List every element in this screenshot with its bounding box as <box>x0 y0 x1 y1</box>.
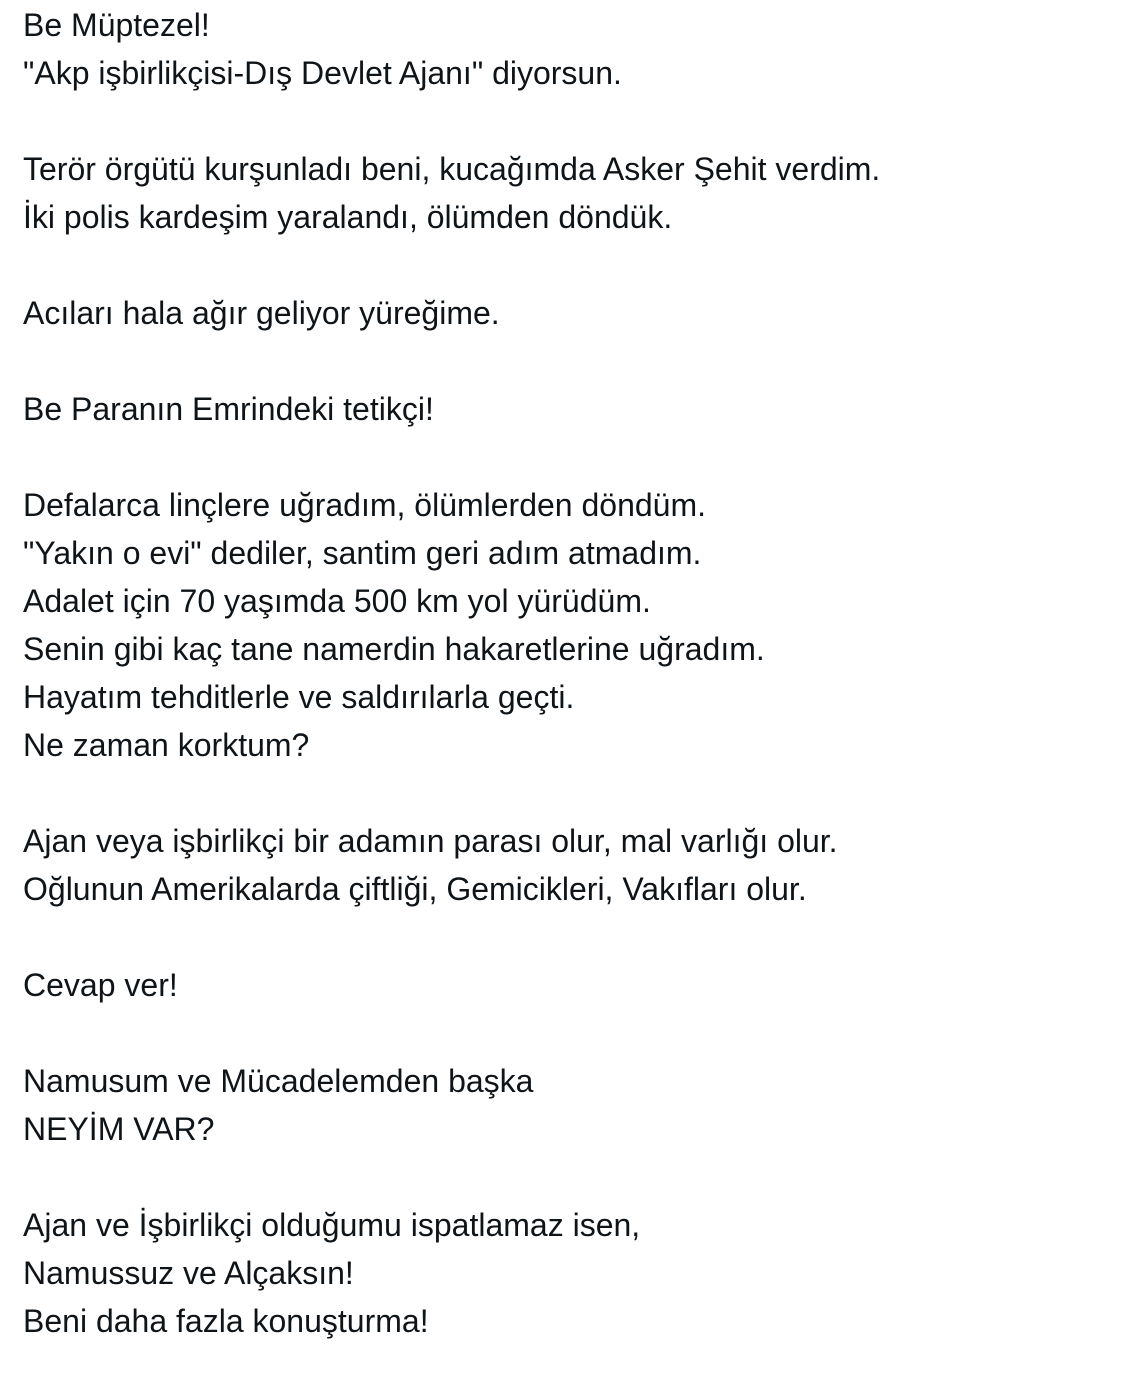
tweet-blank-line <box>23 97 1123 145</box>
tweet-blank-line <box>23 241 1123 289</box>
tweet-line: Ajan ve İşbirlikçi olduğumu ispatlamaz isen, <box>23 1207 641 1243</box>
tweet-line: NEYİM VAR? <box>23 1111 215 1147</box>
tweet-line: Be Müptezel! <box>23 7 210 43</box>
tweet-line: Oğlunun Amerikalarda çiftliği, Gemicikleri, Vakıfları olur. <box>23 871 807 907</box>
tweet-line: "Yakın o evi" dediler, santim geri adım atmadım. <box>23 535 702 571</box>
tweet-line: Cevap ver! <box>23 967 178 1003</box>
tweet-line: Defalarca linçlere uğradım, ölümlerden döndüm. <box>23 487 707 523</box>
tweet-line: İki polis kardeşim yaralandı, ölümden döndük. <box>23 199 673 235</box>
tweet-blank-line <box>23 433 1123 481</box>
tweet-text <box>23 0 1123 1345</box>
tweet-line: Senin gibi kaç tane namerdin hakaretlerine uğradım. <box>23 631 765 667</box>
tweet-blank-line <box>23 1153 1123 1201</box>
tweet-line: Acıları hala ağır geliyor yüreğime. <box>23 295 500 331</box>
tweet-line: Ajan veya işbirlikçi bir adamın parası olur, mal varlığı olur. <box>23 823 838 859</box>
tweet-line: Beni daha fazla konuşturma! <box>23 1303 429 1339</box>
tweet-line: Namussuz ve Alçaksın! <box>23 1255 354 1291</box>
tweet-line: Hayatım tehditlerle ve saldırılarla geçti. <box>23 679 575 715</box>
tweet-line: Terör örgütü kurşunladı beni, kucağımda Asker Şehit verdim. <box>23 151 881 187</box>
tweet-blank-line <box>23 1009 1123 1057</box>
tweet-blank-line <box>23 769 1123 817</box>
tweet-blank-line <box>23 913 1123 961</box>
tweet-line: Be Paranın Emrindeki tetikçi! <box>23 391 434 427</box>
tweet-line: Namusum ve Mücadelemden başka <box>23 1063 534 1099</box>
tweet-blank-line <box>23 337 1123 385</box>
tweet-line: "Akp işbirlikçisi-Dış Devlet Ajanı" diyorsun. <box>23 55 622 91</box>
tweet-line: Adalet için 70 yaşımda 500 km yol yürüdüm. <box>23 583 651 619</box>
tweet-line: Ne zaman korktum? <box>23 727 310 763</box>
